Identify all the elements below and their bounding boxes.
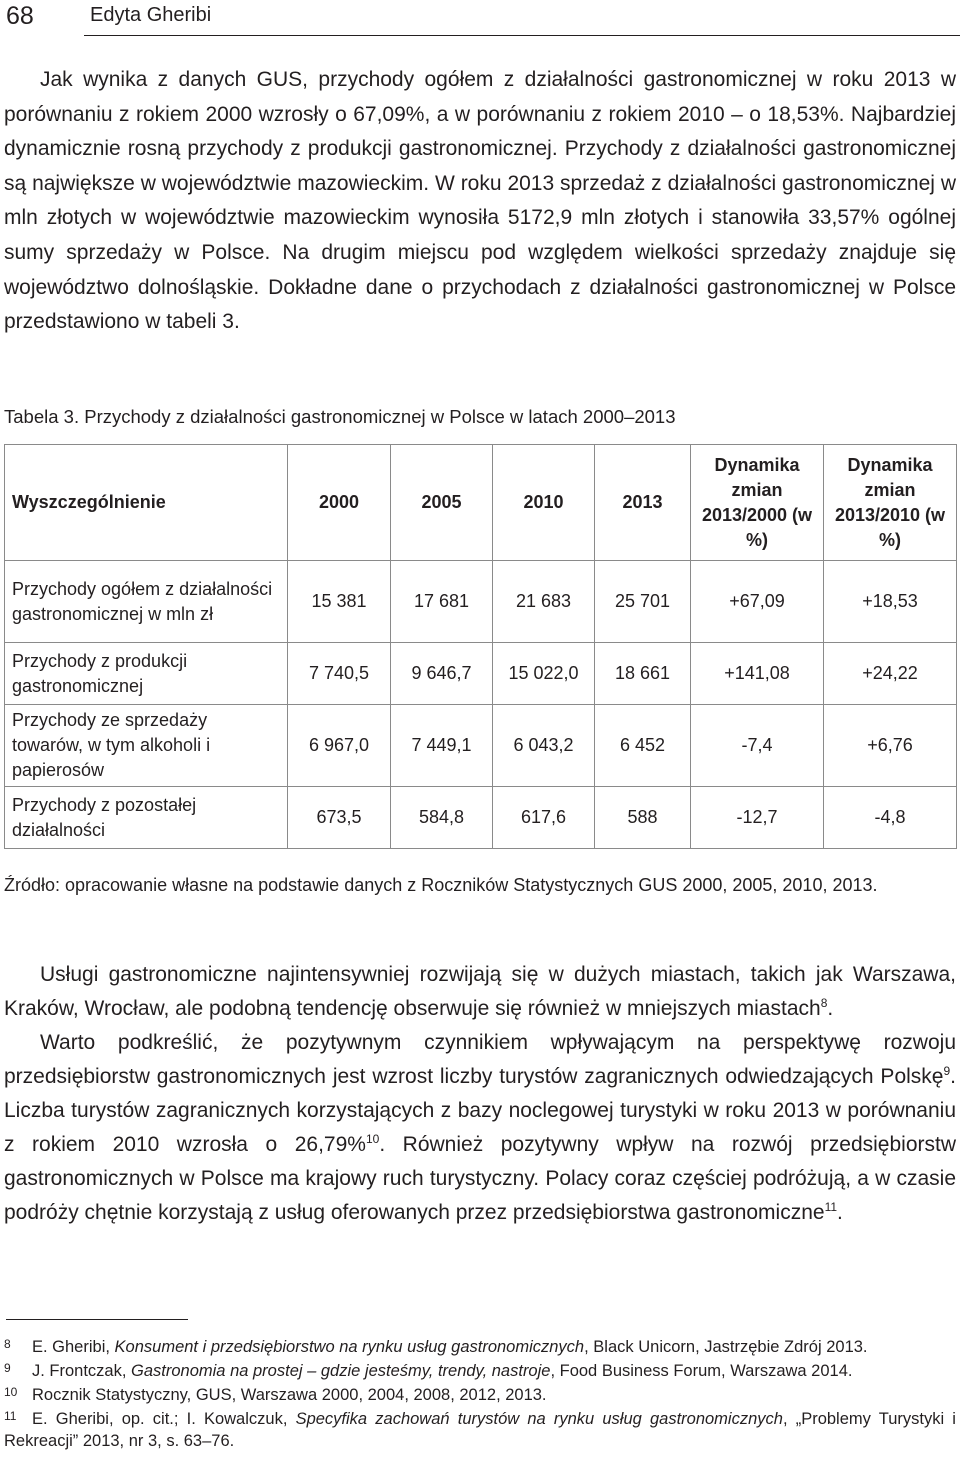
table-row [5, 561, 957, 643]
column-header: 2000 [288, 445, 391, 561]
table-source-note: Źródło: opracowanie własne na podstawie danych z Roczników Statystycznych GUS 2000, 2005, 2010, 2013. [4, 875, 878, 895]
table-cell: +67,09 [691, 561, 824, 643]
table-cell: 584,8 [391, 787, 493, 849]
column-header: 2010 [493, 445, 595, 561]
table-cell: 18 661 [595, 643, 691, 705]
page-header [0, 0, 960, 36]
table-cell: 21 683 [493, 561, 595, 643]
column-header: Dynamika zmian 2013/2000 (w %) [691, 445, 824, 561]
table-cell: +6,76 [824, 705, 957, 787]
row-label: Przychody z produkcji gastronomicznej [5, 643, 288, 705]
row-label: Przychody ogółem z działalności gastronomicznej w mln zł [5, 561, 288, 643]
table-row [5, 705, 957, 787]
footnote-ref[interactable]: 11 [824, 1200, 838, 1214]
paragraph-text: Usługi gastronomiczne najintensywniej rozwijają się w dużych miastach, takich jak Warszawa, Kraków, Wrocław, ale podobną tendencję obserwuje się również w mniejszych miastach [4, 963, 956, 1020]
table-cell: 617,6 [493, 787, 595, 849]
footnote-text: , Black Unicorn, Jastrzębie Zdrój 2013. [584, 1338, 868, 1356]
footnote [4, 1384, 956, 1406]
paragraph-text: Warto podkreślić, że pozytywnym czynnikiem wpływającym na perspektywę rozwoju przedsiębiorstw gastronomicznych jest wzrost liczby turystów zagranicznych odwiedzających Polskę [4, 1031, 956, 1088]
header-rule [84, 35, 960, 36]
table-cell: 6 043,2 [493, 705, 595, 787]
table-cell: 7 740,5 [288, 643, 391, 705]
table-cell: 6 452 [595, 705, 691, 787]
table-cell: 15 022,0 [493, 643, 595, 705]
footnote-number: 10 [4, 1385, 18, 1399]
table-cell: +18,53 [824, 561, 957, 643]
table-cell: 6 967,0 [288, 705, 391, 787]
footnote-title: Specyfika zachowań turystów na rynku usług gastronomicznych [295, 1410, 783, 1428]
revenue-table [4, 444, 957, 849]
row-label: Przychody ze sprzedaży towarów, w tym alkoholi i papierosów [5, 705, 288, 787]
column-header: 2013 [595, 445, 691, 561]
footnote-ref[interactable]: 10 [365, 1132, 380, 1146]
row-label: Przychody z pozostałej działalności [5, 787, 288, 849]
paragraph-text: . [837, 1201, 843, 1224]
table-row [5, 787, 957, 849]
body-text [4, 958, 956, 1230]
footnote-number: 8 [4, 1337, 11, 1351]
footnote-text: E. Gheribi, op. cit.; I. Kowalczuk, [32, 1410, 296, 1428]
footnote-text: , „Problemy Turystyki i Rekreacji” 2013, nr 3, s. 63–76. [4, 1410, 956, 1450]
table-row [5, 643, 957, 705]
footnote-title: Konsument i przedsiębiorstwo na rynku usług gastronomicznych [114, 1338, 585, 1356]
paragraph-text: . Liczba turystów zagranicznych korzystających z bazy noclegowej turystyki w roku 2013 w porównaniu z rokiem 2010 wzrosła o 26,79% [4, 1065, 956, 1156]
table-cell: -4,8 [824, 787, 957, 849]
footnote [4, 1360, 956, 1382]
paragraph [4, 1026, 956, 1230]
footnotes [4, 1336, 956, 1454]
paragraph-text: . Również pozytywny wpływ na rozwój przedsiębiorstw gastronomicznych w Polsce ma krajowy ruch turystyczny. Polacy coraz częściej podróżują, a w czasie podróży chętnie korzystają z usług oferowanych przez przedsiębiorstwa gastronomiczne [4, 1133, 956, 1224]
table-cell: 17 681 [391, 561, 493, 643]
table-header-row [5, 445, 957, 561]
table-caption: Tabela 3. Przychody z działalności gastronomicznej w Polsce w latach 2000–2013 [4, 406, 676, 427]
table-cell: +24,22 [824, 643, 957, 705]
footnote-rule [6, 1319, 188, 1320]
table-cell: 7 449,1 [391, 705, 493, 787]
footnote-text: J. Frontczak, [32, 1362, 132, 1380]
footnote-title: Gastronomia na prostej – gdzie jesteśmy, trendy, nastroje [131, 1362, 551, 1380]
footnote-number: 11 [4, 1409, 17, 1423]
running-head-author: Edyta Gheribi [90, 4, 212, 26]
footnote [4, 1408, 956, 1452]
table-cell: 673,5 [288, 787, 391, 849]
page-number: 68 [6, 2, 34, 30]
intro-paragraph: Jak wynika z danych GUS, przychody ogółem z działalności gastronomicznej w roku 2013 w porównaniu z rokiem 2000 wzrosły o 67,09%, a w porównaniu z rokiem 2010 – o 18,53%. Najbardziej dynamicznie rosną przychody z produkcji gastronomicznej. Przychody z działalności gastronomicznej są największe w województwie mazowieckim. W roku 2013 sprzedaż z działalności gastronomicznej w mln złotych w województwie mazowieckim wynosiła 5172,9 mln złotych i stanowiła 33,57% ogólnej sumy sprzedaży w Polsce. Na drugim miejscu pod względem wielkości sprzedaży znajduje się województwo dolnośląskie. Dokładne dane o przychodach z działalności gastronomicznej w Polsce przedstawiono w tabeli 3. [4, 68, 956, 334]
footnote-ref[interactable]: 8 [820, 996, 828, 1010]
footnote-text: , Food Business Forum, Warszawa 2014. [550, 1362, 853, 1380]
paragraph [4, 958, 956, 1026]
footnote [4, 1336, 956, 1358]
paragraph-text: . [827, 997, 834, 1020]
table-cell: -7,4 [691, 705, 824, 787]
footnote-ref[interactable]: 9 [943, 1064, 951, 1078]
footnote-text: E. Gheribi, [32, 1338, 115, 1356]
table-cell: 15 381 [288, 561, 391, 643]
footnote-text: Rocznik Statystyczny, GUS, Warszawa 2000, 2004, 2008, 2012, 2013. [32, 1386, 547, 1404]
table-cell: 588 [595, 787, 691, 849]
table-cell: 9 646,7 [391, 643, 493, 705]
footnote-number: 9 [4, 1361, 11, 1375]
column-header: 2005 [391, 445, 493, 561]
column-header: Wyszczególnienie [5, 445, 288, 561]
column-header: Dynamika zmian 2013/2010 (w %) [824, 445, 957, 561]
table-cell: +141,08 [691, 643, 824, 705]
table-cell: 25 701 [595, 561, 691, 643]
table-cell: -12,7 [691, 787, 824, 849]
